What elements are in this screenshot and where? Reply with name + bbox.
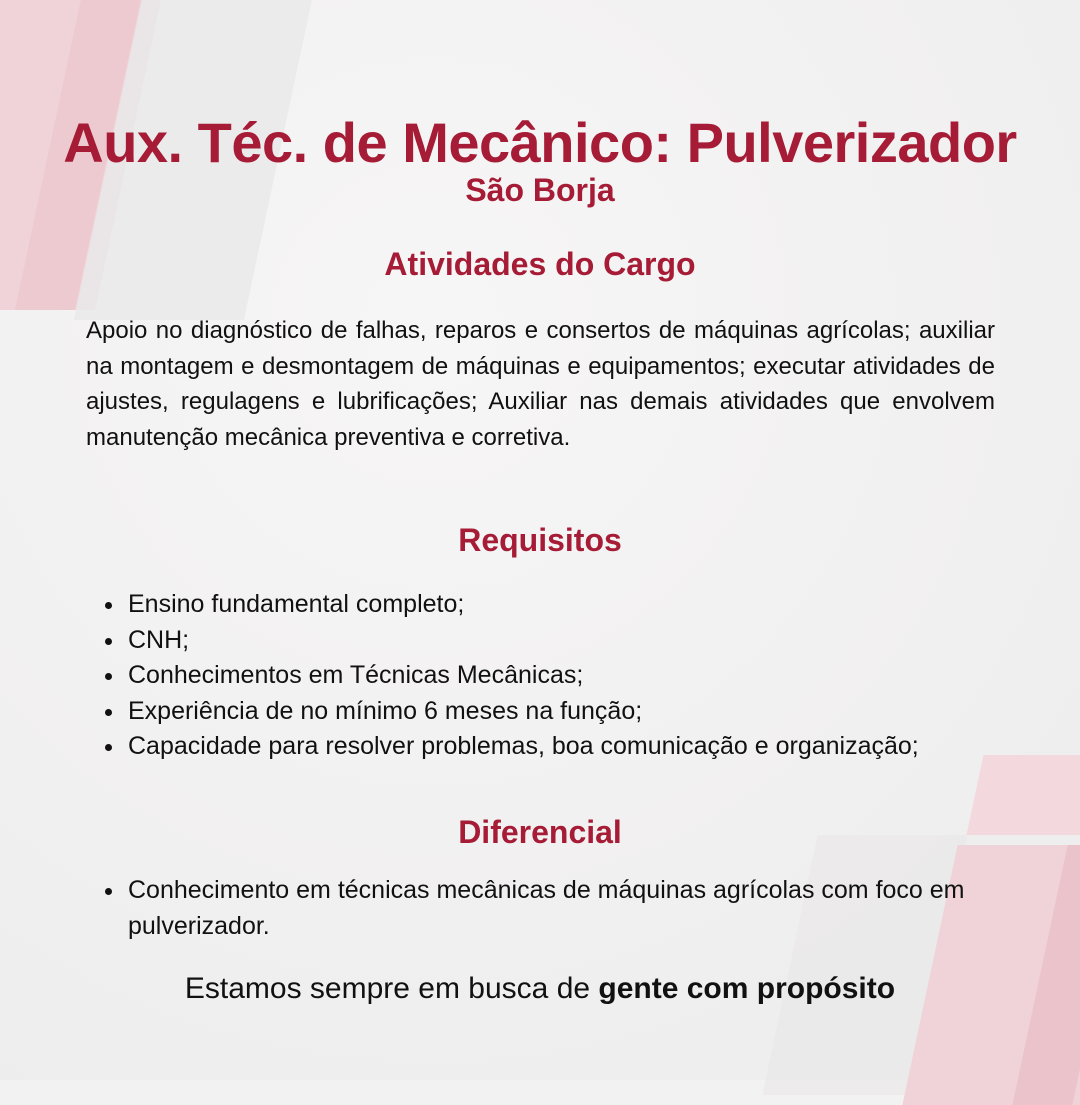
footer-tagline [0, 972, 1080, 1006]
list-item: • Ensino fundamental completo; [126, 587, 986, 623]
differential-heading: Diferencial [458, 814, 622, 850]
activities-text: Apoio no diagnóstico de falhas, reparos e consertos de máquinas agrícolas; auxiliar na montagem e desmontagem de máquinas e equipamentos; executar atividades de ajustes, regulagens e lubrificações; Auxiliar nas demais atividades que envolvem manutenção mecânica preventiva e corretiva. [86, 317, 995, 451]
list-item: • CNH; [126, 623, 986, 659]
job-location: São Borja [465, 172, 615, 208]
activities-heading: Atividades do Cargo [384, 246, 696, 282]
differential-list [86, 873, 1006, 944]
job-title: Aux. Téc. de Mecânico: Pulverizador [63, 111, 1017, 174]
requirements-heading: Requisitos [458, 522, 622, 558]
tagline-emphasis: gente com propósito [598, 972, 896, 1005]
list-item: • Conhecimentos em Técnicas Mecânicas; [126, 658, 986, 694]
list-item: • Experiência de no mínimo 6 meses na função; [126, 694, 986, 730]
tagline-prefix: Estamos sempre em busca de [184, 972, 599, 1005]
list-item: • Conhecimento em técnicas mecânicas de máquinas agrícolas com foco em pulverizador. [126, 873, 1006, 944]
list-item: • Capacidade para resolver problemas, boa comunicação e organização; [126, 729, 986, 765]
requirements-list [86, 587, 986, 765]
